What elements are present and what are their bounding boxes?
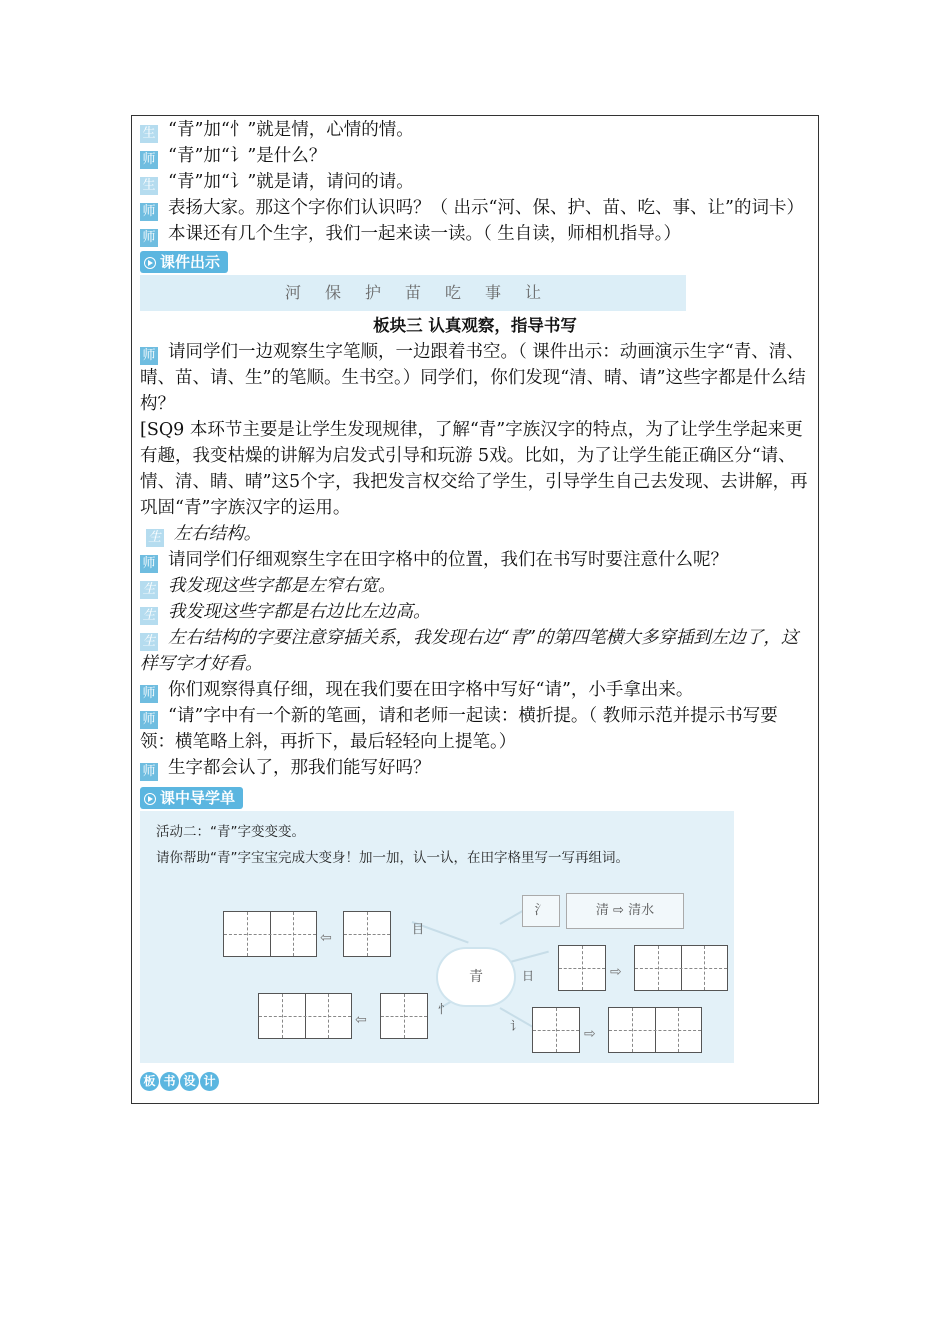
radical-label: 忄 (438, 1002, 451, 1016)
radical-label: 目 (412, 922, 425, 936)
word-card: 苗 (404, 283, 421, 302)
teacher-badge: 师 (140, 203, 158, 221)
dialogue-line: 生 “青”加“忄”就是情，心情的情。 (140, 117, 810, 143)
word-card: 河 (284, 283, 301, 302)
tianzi-grid[interactable] (558, 945, 606, 991)
dialogue-line: 生 左右结构。 (140, 521, 810, 547)
center-character-bubble: 青 (438, 949, 514, 1005)
student-badge: 生 (140, 633, 158, 651)
dialogue-line: 师 请同学们仔细观察生字在田字格中的位置，我们在书写时要注意什么呢？ (140, 547, 810, 573)
word-card-strip (140, 275, 686, 311)
student-badge: 生 (140, 607, 158, 625)
student-badge: 生 (140, 581, 158, 599)
word-card: 吃 (445, 283, 462, 302)
arrow-left-icon: ⇦ (320, 930, 332, 946)
dialogue-line: 师 生字都会认了，那我们能写好吗？ (140, 755, 810, 781)
section-heading: 板块三 认真观察，指导书写 (373, 316, 577, 335)
board-design-label: 板 书 设 计 (140, 1067, 220, 1093)
tianzi-grid-double[interactable] (258, 993, 352, 1039)
tianzi-grid[interactable] (532, 1007, 580, 1053)
play-icon (144, 257, 156, 269)
worksheet-panel (140, 811, 734, 1063)
dialogue-line: 师 “青”加“讠”是什么？ (140, 143, 810, 169)
dialogue-line: 生 “青”加“讠”就是请，请问的请。 (140, 169, 810, 195)
tianzi-grid-double[interactable] (634, 945, 728, 991)
lesson-content (140, 117, 810, 1093)
play-icon (144, 793, 156, 805)
teacher-badge: 师 (140, 763, 158, 781)
student-badge: 生 (146, 529, 164, 547)
worksheet-activity-title: 活动二：“青”字变变变。 (156, 824, 305, 840)
example-box: 清 ⇨ 清水 (566, 893, 684, 929)
word-card: 让 (525, 283, 542, 302)
radical-label: 讠 (510, 1019, 523, 1033)
branch-line (510, 951, 549, 963)
teacher-badge: 师 (140, 685, 158, 703)
courseware-label: 课件出示 (140, 251, 228, 273)
tianzi-grid[interactable] (380, 993, 428, 1039)
worksheet-instruction: 请你帮助“青”字宝宝完成大变身！加一加，认一认，在田字格里写一写再组词。 (156, 850, 629, 866)
dialogue-line: 生 我发现这些字都是右边比左边高。 (140, 599, 810, 625)
tianzi-grid-double[interactable] (608, 1007, 702, 1053)
word-card: 事 (485, 283, 502, 302)
teacher-badge: 师 (140, 347, 158, 365)
tianzi-grid-double[interactable] (223, 911, 317, 957)
arrow-right-icon: ⇨ (610, 964, 622, 980)
teacher-badge: 师 (140, 229, 158, 247)
radical-box: 氵 (522, 895, 560, 927)
arrow-left-icon: ⇦ (355, 1012, 367, 1028)
arrow-right-icon: ⇨ (584, 1026, 596, 1042)
teacher-note: [SQ9 本环节主要是让学生发现规律，了解“青”字族汉字的特点，为了让学生学起来更有趣，我变枯燥的讲解为启发式引导和玩游 5戏。比如，为了让学生能正确区分“请、情、清、睛、晴”这5个字，我把发言权交给了学生，引导学生自己去发现、去讲解，再巩固“青”字族汉字的运用。 (140, 420, 808, 518)
tianzi-grid[interactable] (343, 911, 391, 957)
student-badge: 生 (140, 177, 158, 195)
word-card: 保 (324, 283, 341, 302)
worksheet-section (140, 785, 810, 1063)
dialogue-line: 师 表扬大家。那这个字你们认识吗？（ 出示“河、保、护、苗、吃、事、让”的词卡） (140, 195, 810, 221)
radical-label: 日 (522, 969, 535, 983)
dialogue-line: 师 请同学们一边观察生字笔顺，一边跟着书空。（ 课件出示：动画演示生字“青、清、晴、苗、请、生”的笔顺。生书空。）同学们，你们发现“清、晴、请”这些字都是什么结构？ (140, 342, 806, 414)
dialogue-line: 师 “请”字中有一个新的笔画，请和老师一起读：横折提。（ 教师示范并提示书写要领：横笔略上斜，再折下，最后轻轻向上提笔。） (140, 706, 778, 752)
student-badge: 生 (140, 125, 158, 143)
dialogue-line: 生 我发现这些字都是左窄右宽。 (140, 573, 810, 599)
word-card: 护 (364, 283, 381, 302)
dialogue-line: 师 你们观察得真仔细，现在我们要在田字格中写好“请”，小手拿出来。 (140, 677, 810, 703)
teacher-badge: 师 (140, 151, 158, 169)
teacher-badge: 师 (140, 555, 158, 573)
dialogue-line: 师 本课还有几个生字，我们一起来读一读。（ 生自读，师相机指导。） (140, 221, 810, 247)
dialogue-line: 生 左右结构的字要注意穿插关系，我发现右边“青”的第四笔横大多穿插到左边了，这样写字才好看。 (140, 628, 799, 674)
arrow-right-icon: ⇨ (613, 903, 624, 918)
worksheet-label: 课中导学单 (140, 787, 243, 809)
courseware-section (140, 249, 810, 311)
teacher-badge: 师 (140, 711, 158, 729)
